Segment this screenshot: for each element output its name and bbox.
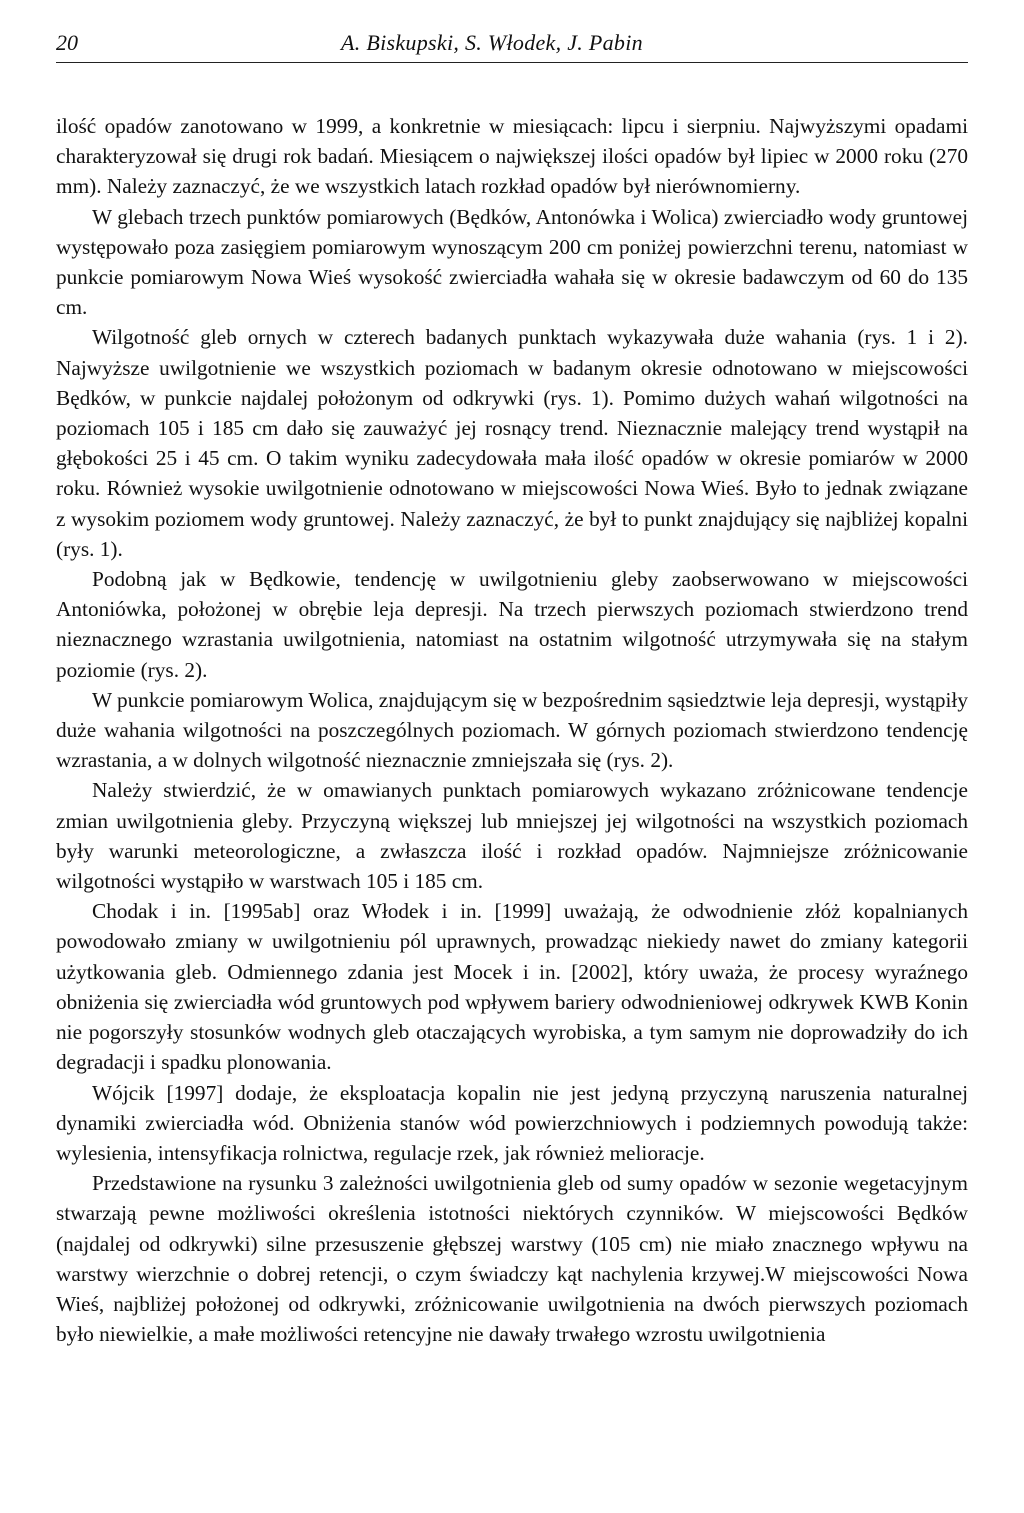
paragraph-1: ilość opadów zanotowano w 1999, a konkretnie w miesiącach: lipcu i sierpniu. Najwyższymi opadami charakteryzował się drugi rok badań. Miesiącem o największej ilości opadów był lipiec w 2000 roku (270 mm). Należy zaznaczyć, że we wszystkich latach rozkład opadów był nierównomierny. bbox=[56, 114, 968, 199]
paragraph-4: Podobną jak w Będkowie, tendencję w uwilgotnieniu gleby zaobserwowano w miejscowości Antoniówka, położonej w obrębie leja depresji. Na trzech pierwszych poziomach stwierdzono trend nieznacznego wzrastania uwilgotnienia, natomiast na ostatnim wilgotność utrzymywała się na stałym poziomie (rys. 2). bbox=[56, 567, 968, 682]
page-number: 20 bbox=[56, 30, 78, 55]
running-title: A. Biskupski, S. Włodek, J. Pabin bbox=[341, 30, 643, 55]
document-page bbox=[56, 26, 968, 1349]
paragraph-8: Wójcik [1997] dodaje, że eksploatacja kopalin nie jest jedyną przyczyną naruszenia naturalnej dynamiki zwierciadła wód. Obniżenia stanów wód powierzchniowych i podziemnych powodują także: wylesienia, intensyfikacja rolnictwa, regulacje rzek, jak również melioracje. bbox=[56, 1080, 968, 1165]
paragraph-7: Chodak i in. [1995ab] oraz Włodek i in. [1999] uważają, że odwodnienie złóż kopalnianych powodowało zmiany w uwilgotnieniu pól uprawnych, prowadząc niekiedy nawet do zmiany kategorii użytkowania gleb. Odmiennego zdania jest Mocek i in. [2002], który uważa, że procesy wyraźnego obniżenia się zwierciadła wód gruntowych pod wpływem bariery odwodnieniowej odkrywek KWB Konin nie pogorszyły stosunków wodnych gleb otaczających wyrobiska, a tym samym nie doprowadziły do ich degradacji i spadku plonowania. bbox=[56, 899, 968, 1075]
body-text bbox=[56, 111, 968, 1349]
running-header bbox=[56, 26, 968, 63]
paragraph-2: W glebach trzech punktów pomiarowych (Będków, Antonówka i Wolica) zwierciadło wody gruntowej występowało poza zasięgiem pomiarowym wynoszącym 200 cm poniżej powierzchni terenu, natomiast w punkcie pomiarowym Nowa Wieś wysokość zwierciadła wahała się w okresie badawczym od 60 do 135 cm. bbox=[56, 204, 968, 320]
paragraph-5: W punkcie pomiarowym Wolica, znajdującym się w bezpośrednim sąsiedztwie leja depresji, wystąpiły duże wahania wilgotności na poszczególnych poziomach. W górnych poziomach stwierdzono tendencję wzrastania, a w dolnych wilgotność nieznacznie zmniejszała się (rys. 2). bbox=[56, 687, 968, 773]
paragraph-9: Przedstawione na rysunku 3 zależności uwilgotnienia gleb od sumy opadów w sezonie wegetacyjnym stwarzają pewne możliwości określenia istotności niektórych czynników. W miejscowości Będków (najdalej od odkrywki) silne przesuszenie głębszej warstwy (105 cm) nie miało znacznego wpływu na warstwy wierzchnie o dobrej retencji, o czym świadczy kąt nachylenia krzywej.W miejscowości Nowa Wieś, najbliżej położonej od odkrywki, zróżnicowanie uwilgotnienia na dwóch pierwszych poziomach było niewielkie, a małe możliwości retencyjne nie dawały trwałego wzrostu uwilgotnienia bbox=[56, 1171, 968, 1347]
paragraph-3: Wilgotność gleb ornych w czterech badanych punktach wykazywała duże wahania (rys. 1 i 2). Najwyższe uwilgotnienie we wszystkich poziomach w badanym okresie odnotowano w miejscowości Będków, w punkcie najdalej położonym od odkrywki (rys. 1). Pomimo dużych wahań wilgotności na poziomach 105 i 185 cm dało się zauważyć jej rosnący trend. Nieznacznie malejący trend wystąpił na głębokości 25 i 45 cm. O takim wyniku zadecydowała mała ilość opadów w okresie pomiarów w 2000 roku. Również wysokie uwilgotnienie odnotowano w miejscowości Nowa Wieś. Było to jednak związane z wysokim poziomem wody gruntowej. Należy zaznaczyć, że był to punkt znajdujący się najbliżej kopalni (rys. 1). bbox=[56, 325, 968, 561]
paragraph-6: Należy stwierdzić, że w omawianych punktach pomiarowych wykazano zróżnicowane tendencje zmian uwilgotnienia gleby. Przyczyną większej lub mniejszej jej wilgotności na wszystkich poziomach były warunki meteorologiczne, a zwłaszcza ilość i rozkład opadów. Najmniejsze zróżnicowanie wilgotności wystąpiło w warstwach 105 i 185 cm. bbox=[56, 778, 968, 894]
